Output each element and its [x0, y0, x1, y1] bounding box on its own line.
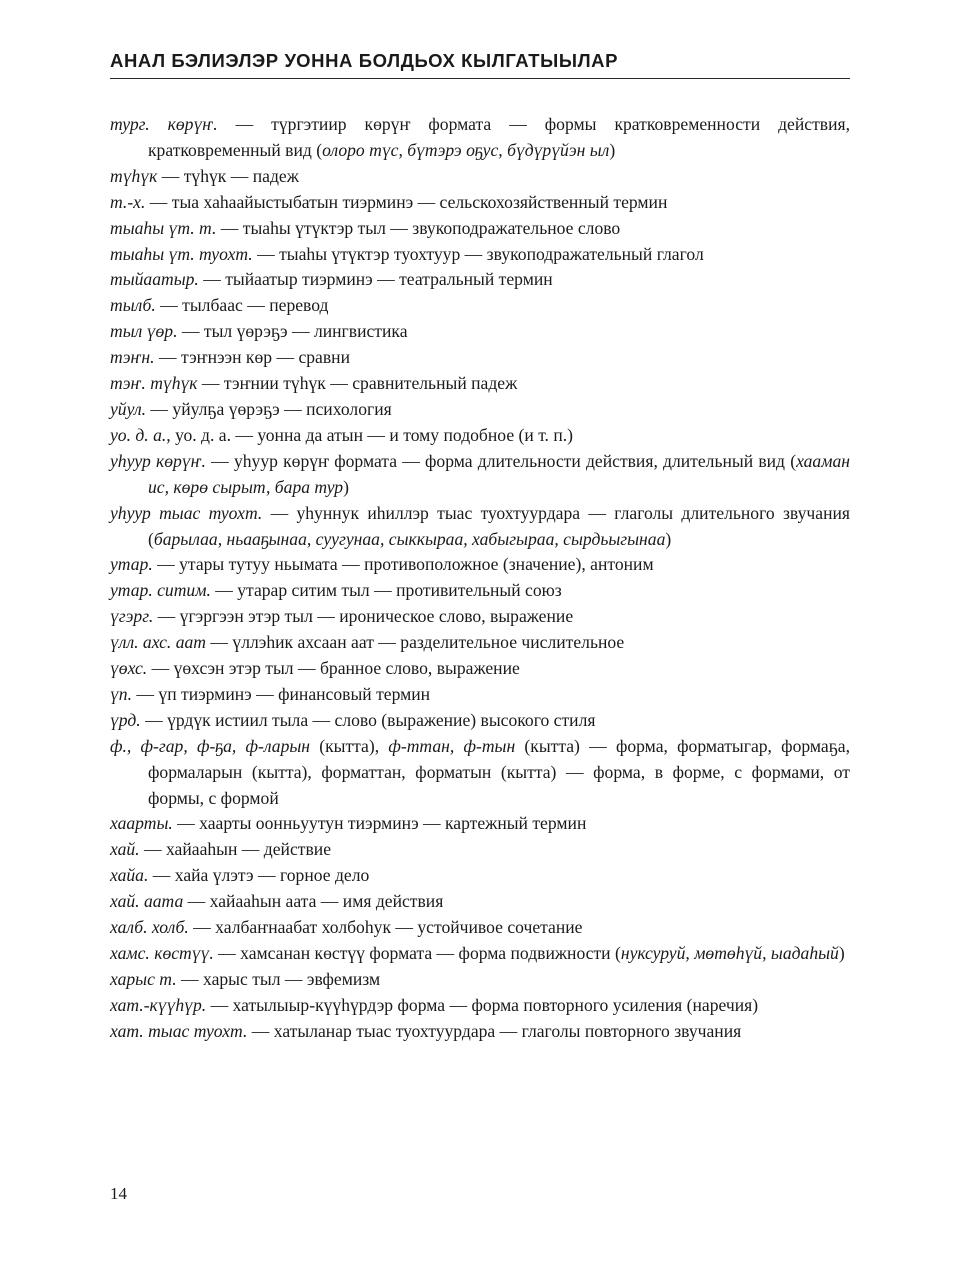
page-number: 14: [110, 1184, 127, 1203]
entry-definition: — уһуннук иһиллэр тыас туохтуурдара — глаголы длительного звучания (: [148, 502, 850, 549]
entry-abbreviation: үгэрг.: [110, 606, 154, 627]
entry-definition: — уйулҕа үөрэҕэ — психология: [146, 398, 392, 419]
entry-definition: (кытта),: [310, 735, 389, 756]
entry-abbreviation: тыаһы үт. туохт.: [110, 243, 253, 264]
entry-definition: — үп тиэрминэ — финансовый термин: [132, 683, 431, 704]
list-item: [110, 319, 850, 345]
list-item: [110, 112, 850, 164]
entry-abbreviation: хаарты.: [110, 813, 173, 834]
entry-definition: — тыйаатыр тиэрминэ — театральный термин: [198, 269, 553, 290]
entry-definition: — тыаһы үтүктэр туохтуур — звукоподражательный глагол: [252, 243, 704, 264]
page-title: АНАЛ БЭЛИЭЛЭР УОННА БОЛДЬОХ КЫЛГАТЫЫЛАР: [110, 50, 619, 71]
entry-tail: ): [609, 139, 616, 160]
entry-definition: — үгэргээн этэр тыл — ироническое слово, выражение: [153, 606, 574, 627]
entry-abbreviation: хай. аата: [110, 891, 184, 912]
entry-definition: — тэҥнээн көр — сравни: [154, 347, 350, 368]
entry-tail: ): [665, 528, 672, 549]
entry-abbreviation: хат.-күүһүр.: [110, 994, 207, 1015]
entry-tail: ): [838, 943, 845, 963]
list-item: [110, 993, 850, 1019]
entry-definition: — тэҥнии түһүк — сравнительный падеж: [197, 373, 518, 394]
entry-definition: — утары тутуу ньымата — противоположное (значение), антоним: [152, 554, 654, 575]
entry-examples: барылаа, ньааҕынаа, суугунаа, сыккыраа, хабыгыраа, сырдьыгынаа: [153, 528, 666, 549]
list-item: [110, 811, 850, 837]
list-item: [110, 863, 850, 889]
entry-definition: — үөхсэн этэр тыл — бранное слово, выражение: [147, 658, 520, 679]
entry-definition: — халбаҥнаабат холбоһук — устойчивое сочетание: [188, 917, 583, 938]
entry-examples: ф-ттан, ф-тын: [388, 735, 516, 756]
list-item: [110, 1019, 850, 1045]
list-item: [110, 578, 850, 604]
entry-definition: — үллэһик ахсаан аат — разделительное числительное: [206, 632, 625, 653]
entry-abbreviation: хат. тыас туохт.: [110, 1020, 248, 1041]
header-divider: [110, 78, 850, 79]
entry-definition: — хайааһын — действие: [139, 839, 332, 860]
list-item: [110, 242, 850, 268]
entry-definition: — хайа үлэтэ — горное дело: [148, 865, 370, 886]
list-item: [110, 734, 850, 812]
list-item: [110, 941, 850, 967]
list-item: [110, 552, 850, 578]
list-item: [110, 889, 850, 915]
list-item: [110, 501, 850, 553]
entry-abbreviation: хай.: [110, 839, 140, 860]
entry-definition: — тыл үөрэҕэ — лингвистика: [177, 321, 408, 342]
entry-abbreviation: харыс т.: [110, 968, 177, 989]
list-item: [110, 371, 850, 397]
entry-abbreviation: тылб.: [110, 295, 156, 316]
entry-definition: — утарар ситим тыл — противительный союз: [210, 580, 562, 601]
entry-abbreviation: тыйаатыр.: [110, 269, 199, 290]
entry-abbreviation: уһуур көрүҥ.: [110, 450, 206, 471]
entry-abbreviation: тэҥн.: [110, 347, 155, 368]
abbreviation-list: [110, 112, 850, 1045]
entry-abbreviation: т.-х.: [110, 191, 146, 212]
entry-definition: — хайааһын аата — имя действия: [183, 891, 444, 912]
entry-definition: — хаарты оонньуутун тиэрминэ — картежный термин: [172, 813, 587, 834]
entry-abbreviation: тыаһы үт. т.: [110, 217, 217, 238]
entry-abbreviation: утар.: [110, 554, 153, 575]
list-item: [110, 190, 850, 216]
entry-definition: — хамсанан көстүү формата — форма подвижности (: [213, 943, 621, 963]
entry-abbreviation: түһүк: [110, 165, 158, 186]
list-item: [110, 915, 850, 941]
entry-definition: уо. д. а. — уонна да атын — и тому подобное (и т. п.): [170, 424, 574, 445]
entry-abbreviation: тэҥ. түһүк: [110, 373, 198, 394]
entry-definition: — хатылыыр-күүһүрдэр форма — форма повторного усиления (наречия): [206, 994, 759, 1015]
entry-abbreviation: тыл үөр.: [110, 321, 178, 342]
entry-definition: — тыаһы үтүктэр тыл — звукоподражательное слово: [216, 217, 621, 238]
entry-examples: нуксуруй, мөтөһүй, ыадаһый: [620, 943, 839, 963]
list-item: [110, 630, 850, 656]
entry-abbreviation: халб. холб.: [110, 917, 189, 938]
list-item: [110, 656, 850, 682]
entry-definition: — тыа хаһаайыстыбатын тиэрминэ — сельскохозяйственный термин: [145, 191, 668, 212]
entry-abbreviation: үөхс.: [110, 658, 148, 679]
entry-tail: ): [343, 476, 349, 497]
entry-abbreviation: тург. көрүҥ.: [110, 114, 218, 134]
entry-tail: (кытта) — форма, форматыгар, формаҕа, формаларын (кытта), форматтан, форматын (кытта) — форма, в форме, с формами, от формы, с формой: [148, 735, 850, 808]
list-item: [110, 293, 850, 319]
entry-abbreviation: уһуур тыас туохт.: [110, 502, 263, 523]
entry-abbreviation: хайа.: [110, 865, 149, 886]
entry-examples: хааман ис, көрө сырыт, бара тур: [148, 450, 850, 497]
running-header: [110, 48, 850, 79]
entry-definition: — түһүк — падеж: [157, 165, 299, 186]
list-item: [110, 164, 850, 190]
list-item: [110, 423, 850, 449]
entry-examples: олоро түс, бүтэрэ оҕус, бүдүрүйэн ыл: [322, 139, 610, 160]
entry-abbreviation: хамс. көстүү.: [110, 943, 214, 963]
entry-definition: — түргэтиир көрүҥ формата — формы кратковременности действия, кратковременный вид (: [148, 114, 850, 160]
list-item: [110, 216, 850, 242]
entry-definition: — харыс тыл — эвфемизм: [176, 968, 381, 989]
list-item: [110, 267, 850, 293]
entry-abbreviation: уйул.: [110, 398, 147, 419]
entry-definition: — үрдүк истиил тыла — слово (выражение) высокого стиля: [140, 709, 596, 730]
list-item: [110, 604, 850, 630]
entry-abbreviation: ф., ф-гар, ф-ҕа, ф-ларын: [110, 735, 311, 756]
list-item: [110, 345, 850, 371]
entry-abbreviation: уо. д. а.,: [110, 424, 171, 445]
list-item: [110, 682, 850, 708]
entry-abbreviation: үлл. ахс. аат: [110, 632, 207, 653]
list-item: [110, 397, 850, 423]
entry-abbreviation: үрд.: [110, 709, 141, 730]
list-item: [110, 967, 850, 993]
list-item: [110, 449, 850, 501]
list-item: [110, 708, 850, 734]
list-item: [110, 837, 850, 863]
entry-definition: — тылбаас — перевод: [155, 295, 329, 316]
entry-abbreviation: үп.: [110, 683, 132, 704]
entry-definition: — хатыланар тыас туохтуурдара — глаголы повторного звучания: [247, 1020, 742, 1041]
entry-abbreviation: утар. ситим.: [110, 580, 211, 601]
entry-definition: — уһуур көрүҥ формата — форма длительности действия, длительный вид (: [205, 450, 797, 471]
